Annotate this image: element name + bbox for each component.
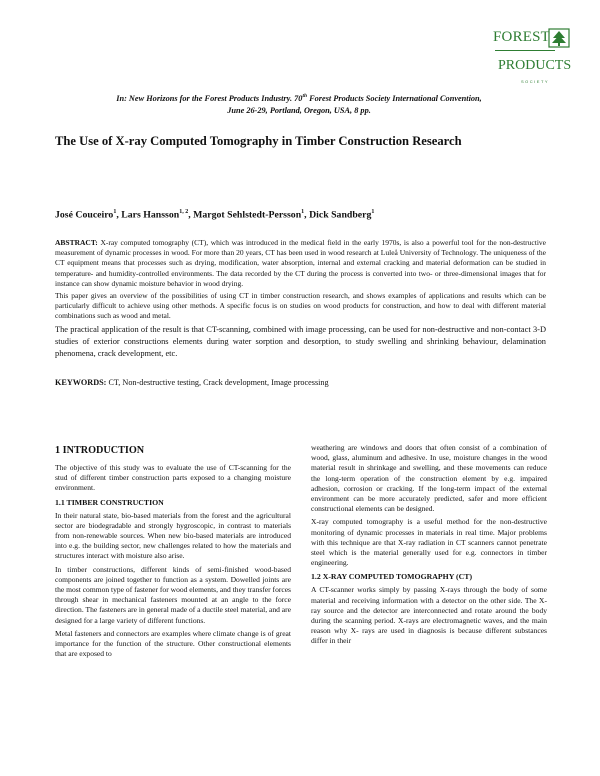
- logo-forest-text: FOREST: [493, 29, 551, 45]
- body-paragraph: weathering are windows and doors that often consist of a combination of wood, glass, aluminum and adhesive. In use, moisture changes in the wood material result in shrinkage and swelling, and these movements can reduce the long-term operation of the construction element by e.g. impaired adhesion, corrosion or cracking. If the long-term impact of the external environment can be more accurately predicted, safer and more efficient constructional elements can be designed.: [311, 443, 547, 514]
- author-name: José Couceiro: [55, 209, 114, 221]
- author-name: Lars Hansson: [121, 209, 180, 221]
- author-name: Dick Sandberg: [309, 209, 372, 221]
- citation: [60, 90, 538, 117]
- body-paragraph: A CT-scanner works simply by passing X-rays through the body of some material and receiving information with a detector on the other side. The X-ray source and the detector are interconnected and rotate around the body during the scanning period. X-rays are electromagnetic waves, and the main reason why X- rays are used in diagnosis is because different substances differ in their: [311, 585, 547, 646]
- right-column: [311, 443, 547, 650]
- subsection-heading-timber-construction: 1.1 TIMBER CONSTRUCTION: [55, 497, 164, 507]
- logo-products-text: PRODUCTS: [498, 58, 572, 73]
- citation-line-2: June 26-29, Portland, Oregon, USA, 8 pp.: [227, 105, 371, 115]
- subsection-heading-xray-ct: 1.2 X-RAY COMPUTED TOMOGRAPHY (CT): [311, 572, 473, 582]
- body-paragraph: In timber constructions, different kinds of semi-finished wood-based components are joined together to function as a system. Dowelled joints are the most common type of fastener for wood elements, and they transfer forces through shear in mechanical fasteners mounted at an angle to the force direction. The fasteners are in general made of a ductile steel material, and are designed for a large variety of different functions.: [55, 564, 292, 625]
- keywords-text: CT, Non-destructive testing, Crack development, Image processing: [106, 378, 329, 387]
- paper-title: The Use of X-ray Computed Tomography in Timber Construction Research: [55, 134, 462, 148]
- abstract: [55, 238, 546, 362]
- body-paragraph: In their natural state, bio-based materials from the forest and the agricultural sector are biodegradable and strongly hygroscopic, in contrast to materials from non-renewable sources. When new bio-based materials are introduced into e.g. the building sector, new challenges related to how the materials and structures interact with moisture also arise.: [55, 510, 291, 561]
- section-heading-introduction: 1 INTRODUCTION: [55, 445, 145, 456]
- body-paragraph: Metal fasteners and connectors are examples where climate change is of great importance for the function of the structure. Other constructional elements that are exposed to: [55, 628, 291, 659]
- abstract-paragraph-1: ABSTRACT: X-ray computed tomography (CT), which was introduced in the medical field in the early 1970s, is also a powerful tool for the non-destructive measurement of dynamic processes in wood. For more than 20 years, CT has been used in wood research at Luleå University of Technology. The uniqueness of the CT equipment means that processes such as drying, modification, water absorption, internal and external cracking and material deformation can be studied in temperature- and humidity-controlled environments. The data recorded by the CT during the process is converted into two- or three-dimensional images that for instance can show dynamic moisture behavior in wood drying.: [55, 238, 547, 288]
- abstract-label: ABSTRACT:: [55, 238, 98, 247]
- logo-society-text: SOCIETY: [521, 79, 550, 84]
- abstract-paragraph-2: This paper gives an overview of the possibilities of using CT in timber construction research, and shows examples of applications and results which can be particularly difficult to achieve using other methods. A specific focus is on studies on wood products for construction, and how to deal with different material combinations such as wood and metal.: [55, 291, 546, 321]
- forest-products-society-logo: [493, 28, 571, 90]
- citation-line-1: In: New Horizons for the Forest Products Industry. 70th Forest Products Society International Convention,: [116, 93, 482, 103]
- body-paragraph: X-ray computed tomography is a useful method for the non-destructive monitoring of dynamic processes in materials in real time. Major problems with this technique are that X-ray radiation in CT scanners cannot penetrate steel which is the material generally used for e.g. connectors in timber engineering.: [311, 517, 547, 568]
- tree-icon: [548, 28, 570, 48]
- author-name: Margot Sehlstedt-Persson: [193, 209, 302, 221]
- author-list: José Couceiro$^1$, Lars Hansson$^{1, 2}$, Margot Sehlstedt-Persson$^1$, Dick Sandberg$^1$: [55, 209, 375, 221]
- keywords: [55, 377, 546, 388]
- intro-paragraph: The objective of this study was to evaluate the use of CT-scanning for the stud of different timber construction parts exposed to a changing moisture environment.: [55, 463, 291, 493]
- abstract-paragraph-3: The practical application of the result is that CT-scanning, combined with image processing, can be used for non-destructive and non-contact 3-D studies of exterior constructions elements during water sorption and desorption, to study swelling and shrinking behaviour, delamination phenomena, crack development, etc.: [55, 324, 546, 358]
- keywords-label: KEYWORDS:: [55, 378, 107, 387]
- logo-divider: [495, 50, 555, 51]
- left-column: [55, 442, 291, 662]
